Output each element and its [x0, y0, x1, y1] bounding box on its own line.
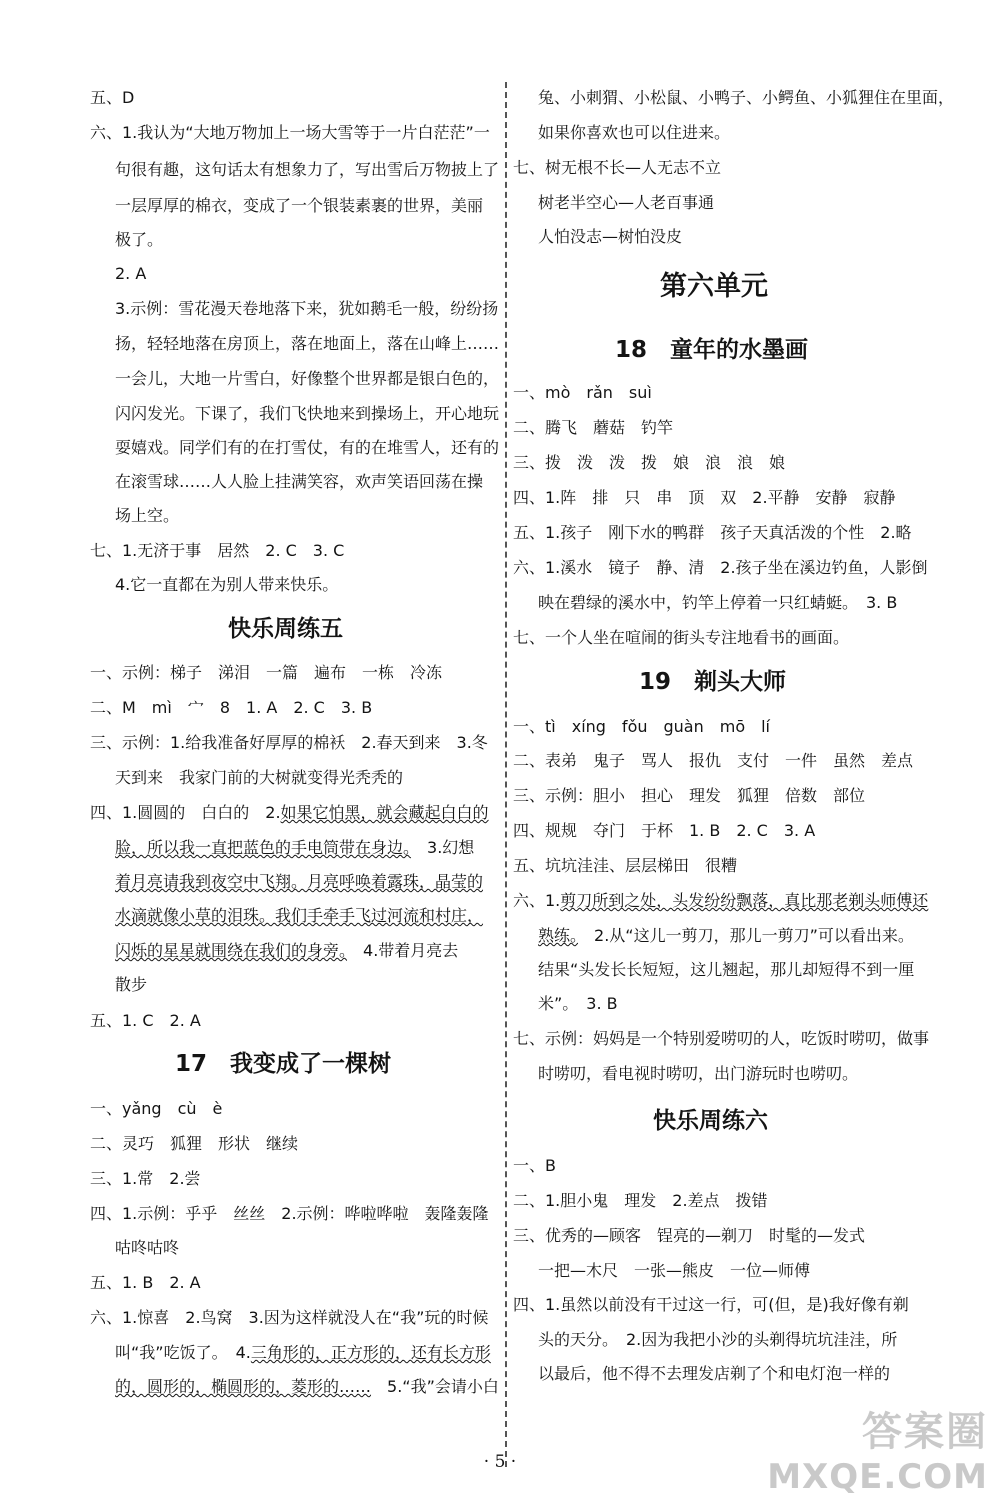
answer-line: 一把—木尺 一张—熊皮 一位—师傅	[538, 1261, 811, 1280]
answer-line: 以最后，他不得不去理发店剃了个和电灯泡一样的	[538, 1364, 891, 1383]
answer-line: 三、优秀的—顾客 锃亮的—剃刀 时髦的—发式	[513, 1226, 866, 1245]
answer-line: 天到来 我家门前的大树就变得光秃秃的	[115, 768, 404, 787]
answer-text: 叫“我”吃饭了。 4.	[115, 1343, 251, 1362]
lesson-heading-18: 18 童年的水墨画	[615, 337, 809, 363]
underlined-answer: 脸，所以我一直把蓝色的手电筒带在身边。	[115, 838, 412, 857]
underlined-answer: 的，圆形的，椭圆形的，菱形的……	[115, 1377, 372, 1396]
answer-line: 耍嬉戏。同学们有的在打雪仗，有的在堆雪人，还有的	[115, 438, 500, 457]
answer-line: 米”。 3. B	[538, 994, 618, 1013]
answer-line	[115, 1342, 491, 1364]
answer-text: 4.带着月亮去	[347, 941, 459, 960]
answer-line: 四、1.阵 排 只 串 顶 双 2.平静 安静 寂静	[513, 488, 896, 507]
answer-line: 人怕没志—树怕没皮	[538, 227, 683, 246]
answer-line: 六、1.我认为“大地万物加上一场大雪等于一片白茫茫”一	[90, 123, 490, 142]
answer-line: 水滴就像小草的泪珠。我们手牵手飞过河流和村庄，	[115, 906, 484, 925]
answer-line: 树老半空心—人老百事通	[538, 193, 715, 212]
answer-line: 一、yǎng cù è	[90, 1099, 223, 1118]
answer-line: 一层厚厚的棉衣，变成了一个银装素裹的世界，美丽	[115, 196, 484, 215]
answer-line: 一、示例：梯子 涕泪 一篇 遍布 一栋 冷冻	[90, 663, 443, 682]
answer-line: 映在碧绿的溪水中，钓竿上停着一只红蜻蜓。 3. B	[538, 593, 898, 612]
answer-line: 结果“头发长长短短，这儿翘起，那儿却短得不到一厘	[538, 960, 915, 979]
answer-line: 七、1.无济于事 居然 2. C 3. C	[90, 541, 345, 560]
underlined-answer: 闪烁的星星就围绕在我们的身旁。	[115, 941, 348, 960]
answer-line: 四、规规 夺门 于杯 1. B 2. C 3. A	[513, 821, 816, 840]
answer-line: 六、1.溪水 镜子 静、清 2.孩子坐在溪边钓鱼，人影倒	[513, 558, 928, 577]
answer-line: 六、1.惊喜 2.鸟窝 3.因为这样就没人在“我”玩的时候	[90, 1308, 489, 1327]
answer-line: 散步	[115, 975, 148, 994]
answer-line: 二、1.胆小鬼 理发 2.差点 拨错	[513, 1191, 768, 1210]
answer-line: 五、1. B 2. A	[90, 1273, 201, 1292]
answer-line: 五、D	[90, 88, 135, 107]
answer-line	[115, 940, 458, 962]
answer-line: 五、1.孩子 刚下水的鸭群 孩子天真活泼的个性 2.略	[513, 523, 912, 542]
answer-line: 三、示例：胆小 担心 理发 狐狸 倍数 部位	[513, 786, 866, 805]
answer-line: 一、B	[513, 1156, 556, 1175]
answer-line: 2. A	[115, 264, 147, 283]
answer-line: 七、示例：妈妈是一个特别爱唠叨的人，吃饭时唠叨，做事	[513, 1029, 930, 1048]
answer-line: 二、腾飞 蘑菇 钓竿	[513, 418, 674, 437]
watermark-logo	[767, 1400, 988, 1497]
answer-text: 5.“我”会请小白	[371, 1377, 499, 1396]
answer-line	[538, 925, 914, 947]
answer-line: 场上空。	[115, 506, 180, 525]
answer-line: 扬，轻轻地落在房顶上，落在地面上，落在山峰上……	[115, 334, 500, 353]
answer-text: 四、1.圆圆的 白白的 2.	[90, 803, 281, 822]
answer-line: 四、1.示例：乎乎 丝丝 2.示例：哗啦哗啦 轰隆轰隆	[90, 1204, 489, 1223]
answer-line	[115, 1376, 499, 1398]
answer-line: 七、树无根不长—人无志不立	[513, 158, 722, 177]
lesson-heading-17: 17 我变成了一棵树	[175, 1051, 392, 1077]
answer-line: 在滚雪球……人人脸上挂满笑容，欢声笑语回荡在操	[115, 472, 484, 491]
left-column	[0, 0, 505, 1474]
answer-line: 头的天分。 2.因为我把小沙的头剃得坑坑洼洼，所	[538, 1330, 898, 1349]
underlined-answer: 如果它怕黑，就会藏起白白的	[280, 803, 489, 822]
column-divider	[505, 82, 507, 1467]
answer-line: 三、示例：1.给我准备好厚厚的棉袄 2.春天到来 3.冬	[90, 733, 488, 752]
answer-line: 三、拨 泼 泼 拨 娘 浪 浪 娘	[513, 453, 786, 472]
watermark-text: 答案圈	[862, 1409, 988, 1455]
answer-line	[115, 837, 474, 859]
page-number: · 5 ·	[483, 1452, 517, 1472]
answer-line: 极了。	[115, 230, 164, 249]
answer-line: 二、灵巧 狐狸 形状 继续	[90, 1134, 299, 1153]
answer-line: 时唠叨，看电视时唠叨，出门游玩时也唠叨。	[538, 1064, 859, 1083]
underlined-answer: 剪刀所到之处，头发纷纷飘落，真比那老剃头师傅还	[560, 891, 929, 910]
answer-line: 一、mò rǎn suì	[513, 383, 652, 402]
answer-text: 2.从“这儿一剪刀，那儿一剪刀”可以看出来。	[578, 926, 914, 945]
underlined-answer: 三角形的，正方形的，还有长方形	[250, 1343, 491, 1362]
answer-line: 五、坑坑洼洼、层层梯田 很糟	[513, 856, 738, 875]
section-heading-weekly-6: 快乐周练六	[653, 1108, 768, 1134]
answer-text: 3.幻想	[411, 838, 475, 857]
lesson-heading-19: 19 剃头大师	[639, 669, 787, 695]
answer-line: 一会儿，大地一片雪白，好像整个世界都是银白色的，	[115, 369, 500, 388]
answer-line: 一、tì xíng fǒu guàn mō lí	[513, 717, 771, 736]
answer-line: 七、一个人坐在喧闹的街头专注地看书的画面。	[513, 628, 850, 647]
underlined-answer: 熟练。	[538, 926, 579, 945]
answer-line: 兔、小刺猬、小松鼠、小鸭子、小鳄鱼、小狐狸住在里面，	[538, 88, 955, 107]
answer-line: 如果你喜欢也可以住进来。	[538, 123, 731, 142]
section-heading-weekly-5: 快乐周练五	[228, 616, 343, 642]
answer-text: 六、1.	[513, 891, 561, 910]
answer-line: 着月亮请我到夜空中飞翔。月亮呼唤着露珠，晶莹的	[115, 872, 484, 891]
answer-line: 3.示例：雪花漫天卷地落下来，犹如鹅毛一般，纷纷扬	[115, 299, 499, 318]
answer-line: 五、1. C 2. A	[90, 1011, 201, 1030]
answer-line	[90, 802, 489, 824]
answer-line	[513, 890, 928, 912]
answer-line: 咕咚咕咚	[115, 1238, 180, 1257]
right-column	[508, 0, 1000, 1474]
answer-line: 二、M mì 宀 8 1. A 2. C 3. B	[90, 698, 373, 717]
unit-heading: 第六单元	[660, 271, 768, 302]
answer-line: 三、1.常 2.尝	[90, 1169, 201, 1188]
answer-line: 4.它一直都在为别人带来快乐。	[115, 575, 339, 594]
answer-line: 闪闪发光。下课了，我们飞快地来到操场上，开心地玩	[115, 404, 500, 423]
answer-line: 句很有趣，这句话太有想象力了，写出雪后万物披上了	[115, 160, 500, 179]
watermark-url: MXQE.COM	[767, 1457, 988, 1497]
answer-line: 四、1.虽然以前没有干过这一行，可(但，是)我好像有剃	[513, 1295, 909, 1314]
answer-line: 二、表弟 鬼子 骂人 报仇 支付 一件 虽然 差点	[513, 751, 914, 770]
